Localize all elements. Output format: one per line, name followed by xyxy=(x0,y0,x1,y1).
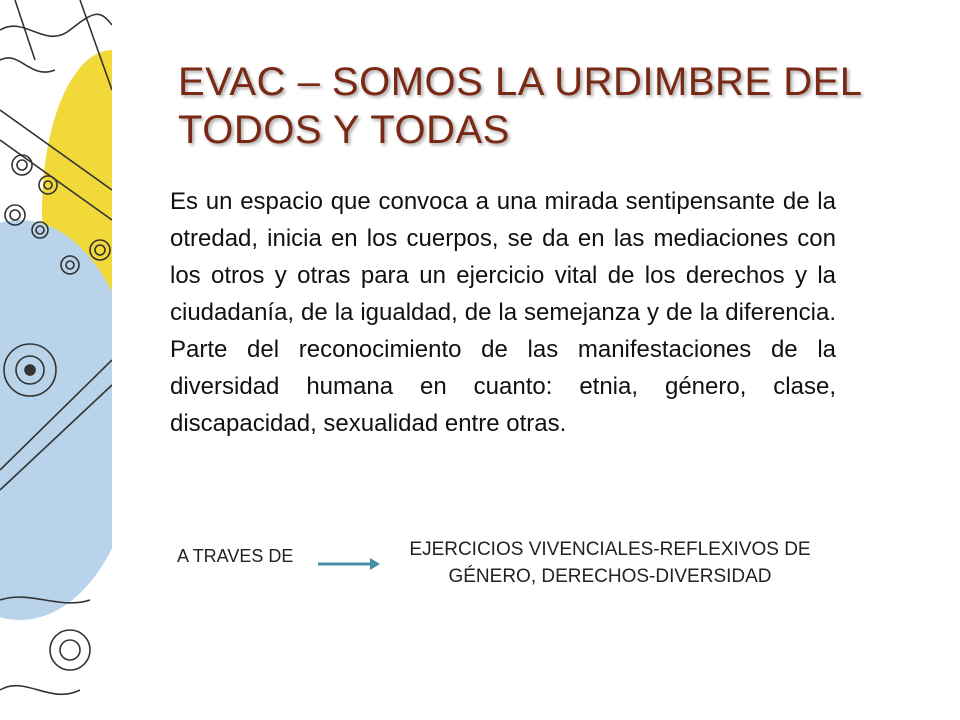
result-text xyxy=(380,536,840,590)
blue-blob-shape xyxy=(0,220,112,620)
decorative-sidebar-illustration xyxy=(0,0,112,720)
result-line-1: EJERCICIOS VIVENCIALES-REFLEXIVOS DE xyxy=(409,539,811,560)
via-label: A TRAVES DE xyxy=(177,546,294,566)
title-line-1: EVAC – SOMOS LA URDIMBRE DEL xyxy=(178,60,863,104)
slide-title xyxy=(178,58,898,154)
body-paragraph: Es un espacio que convoca a una mirada sentipensante de la otredad, inicia en los cuerpos, se da en las mediaciones con los otros y otras para un ejercicio vital de los derechos y la ciudadanía, de la igualdad, de la semejanza y de la diferencia. Parte del reconocimiento de las manifestaciones de la diversidad humana en cuanto: etnia, género, clase, discapacidad, sexualidad entre otras. xyxy=(170,188,836,437)
right-arrow-icon xyxy=(318,556,380,572)
result-line-2: GÉNERO, DERECHOS-DIVERSIDAD xyxy=(448,566,772,587)
title-line-2: TODOS Y TODAS xyxy=(178,108,510,152)
